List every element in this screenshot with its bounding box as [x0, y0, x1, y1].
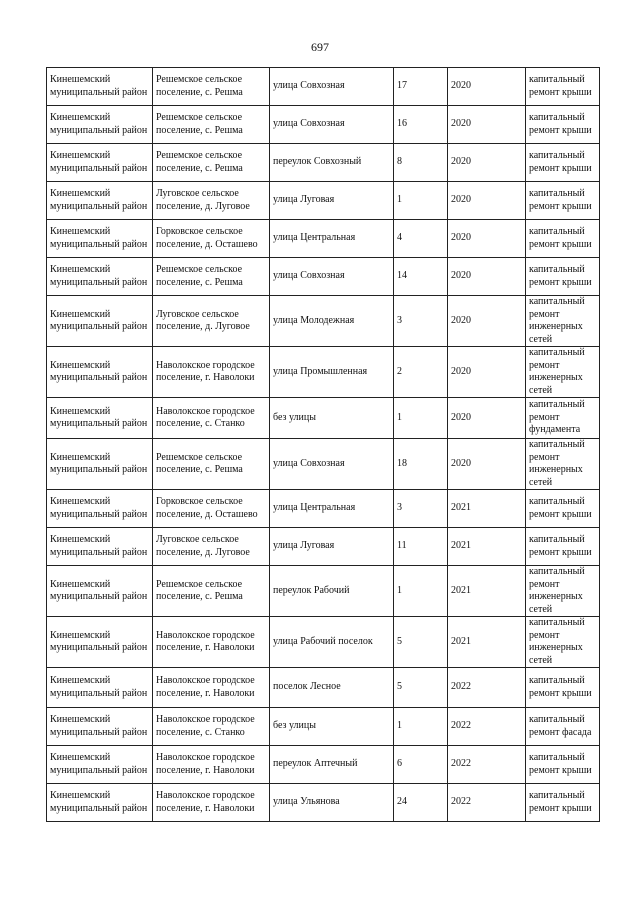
- year-cell: 2022: [448, 784, 526, 822]
- street-cell: улица Ульянова: [270, 784, 394, 822]
- table-row: [47, 439, 600, 490]
- year-cell: 2020: [448, 398, 526, 439]
- page-number: 697: [311, 40, 329, 54]
- street-cell: улица Совхозная: [270, 258, 394, 296]
- settlement-cell: Решемское сельское поселение, с. Решма: [153, 68, 270, 106]
- street-cell: улица Совхозная: [270, 439, 394, 490]
- district-cell: Кинешемский муниципальный район: [47, 784, 153, 822]
- year-cell: 2020: [448, 220, 526, 258]
- work-type-cell: капитальный ремонт крыши: [526, 668, 600, 708]
- work-type-cell: капитальный ремонт фундамента: [526, 398, 600, 439]
- settlement-cell: Наволокское городское поселение, г. Наволоки: [153, 617, 270, 668]
- district-cell: Кинешемский муниципальный район: [47, 746, 153, 784]
- year-cell: 2022: [448, 708, 526, 746]
- work-type-cell: капитальный ремонт крыши: [526, 106, 600, 144]
- settlement-cell: Наволокское городское поселение, г. Наволоки: [153, 784, 270, 822]
- year-cell: 2021: [448, 490, 526, 528]
- settlement-cell: Наволокское городское поселение, г. Наволоки: [153, 746, 270, 784]
- work-type-cell: капитальный ремонт инженерных сетей: [526, 617, 600, 668]
- work-type-cell: капитальный ремонт инженерных сетей: [526, 296, 600, 347]
- year-cell: 2021: [448, 617, 526, 668]
- house-number-cell: 1: [394, 566, 448, 617]
- work-type-cell: капитальный ремонт крыши: [526, 784, 600, 822]
- house-number-cell: 17: [394, 68, 448, 106]
- street-cell: поселок Лесное: [270, 668, 394, 708]
- district-cell: Кинешемский муниципальный район: [47, 296, 153, 347]
- table-row: [47, 144, 600, 182]
- work-type-cell: капитальный ремонт фасада: [526, 708, 600, 746]
- house-number-cell: 5: [394, 668, 448, 708]
- house-number-cell: 11: [394, 528, 448, 566]
- year-cell: 2020: [448, 182, 526, 220]
- work-type-cell: капитальный ремонт крыши: [526, 144, 600, 182]
- settlement-cell: Решемское сельское поселение, с. Решма: [153, 566, 270, 617]
- table-row: [47, 528, 600, 566]
- house-number-cell: 5: [394, 617, 448, 668]
- house-number-cell: 4: [394, 220, 448, 258]
- street-cell: улица Луговая: [270, 182, 394, 220]
- work-type-cell: капитальный ремонт крыши: [526, 746, 600, 784]
- house-number-cell: 1: [394, 708, 448, 746]
- year-cell: 2022: [448, 746, 526, 784]
- settlement-cell: Решемское сельское поселение, с. Решма: [153, 144, 270, 182]
- house-number-cell: 14: [394, 258, 448, 296]
- house-number-cell: 1: [394, 398, 448, 439]
- district-cell: Кинешемский муниципальный район: [47, 68, 153, 106]
- table-row: [47, 746, 600, 784]
- work-type-cell: капитальный ремонт крыши: [526, 258, 600, 296]
- table-row: [47, 258, 600, 296]
- year-cell: 2020: [448, 258, 526, 296]
- year-cell: 2020: [448, 68, 526, 106]
- table-row: [47, 68, 600, 106]
- settlement-cell: Решемское сельское поселение, с. Решма: [153, 258, 270, 296]
- settlement-cell: Наволокское городское поселение, г. Наволоки: [153, 668, 270, 708]
- street-cell: переулок Аптечный: [270, 746, 394, 784]
- house-number-cell: 3: [394, 490, 448, 528]
- settlement-cell: Решемское сельское поселение, с. Решма: [153, 106, 270, 144]
- street-cell: улица Молодежная: [270, 296, 394, 347]
- district-cell: Кинешемский муниципальный район: [47, 490, 153, 528]
- year-cell: 2020: [448, 296, 526, 347]
- house-number-cell: 1: [394, 182, 448, 220]
- street-cell: улица Совхозная: [270, 106, 394, 144]
- work-type-cell: капитальный ремонт крыши: [526, 68, 600, 106]
- table-row: [47, 566, 600, 617]
- settlement-cell: Луговское сельское поселение, д. Луговое: [153, 528, 270, 566]
- settlement-cell: Наволокское городское поселение, с. Станко: [153, 708, 270, 746]
- year-cell: 2021: [448, 566, 526, 617]
- settlement-cell: Горковское сельское поселение, д. Осташево: [153, 490, 270, 528]
- district-cell: Кинешемский муниципальный район: [47, 258, 153, 296]
- table-row: [47, 106, 600, 144]
- street-cell: улица Центральная: [270, 220, 394, 258]
- street-cell: улица Промышленная: [270, 347, 394, 398]
- table-row: [47, 708, 600, 746]
- work-type-cell: капитальный ремонт крыши: [526, 182, 600, 220]
- table-row: [47, 784, 600, 822]
- house-number-cell: 8: [394, 144, 448, 182]
- settlement-cell: Решемское сельское поселение, с. Решма: [153, 439, 270, 490]
- settlement-cell: Наволокское городское поселение, с. Станко: [153, 398, 270, 439]
- street-cell: улица Центральная: [270, 490, 394, 528]
- district-cell: Кинешемский муниципальный район: [47, 220, 153, 258]
- district-cell: Кинешемский муниципальный район: [47, 566, 153, 617]
- house-number-cell: 2: [394, 347, 448, 398]
- year-cell: 2020: [448, 347, 526, 398]
- street-cell: улица Совхозная: [270, 68, 394, 106]
- settlement-cell: Горковское сельское поселение, д. Осташево: [153, 220, 270, 258]
- street-cell: без улицы: [270, 398, 394, 439]
- table-row: [47, 490, 600, 528]
- street-cell: улица Луговая: [270, 528, 394, 566]
- street-cell: без улицы: [270, 708, 394, 746]
- house-number-cell: 18: [394, 439, 448, 490]
- settlement-cell: Луговское сельское поселение, д. Луговое: [153, 182, 270, 220]
- year-cell: 2020: [448, 144, 526, 182]
- table-row: [47, 182, 600, 220]
- work-type-cell: капитальный ремонт инженерных сетей: [526, 439, 600, 490]
- work-type-cell: капитальный ремонт крыши: [526, 528, 600, 566]
- settlement-cell: Луговское сельское поселение, д. Луговое: [153, 296, 270, 347]
- table-row: [47, 617, 600, 668]
- district-cell: Кинешемский муниципальный район: [47, 347, 153, 398]
- table-row: [47, 668, 600, 708]
- work-type-cell: капитальный ремонт крыши: [526, 220, 600, 258]
- year-cell: 2020: [448, 439, 526, 490]
- district-cell: Кинешемский муниципальный район: [47, 398, 153, 439]
- district-cell: Кинешемский муниципальный район: [47, 528, 153, 566]
- work-type-cell: капитальный ремонт инженерных сетей: [526, 347, 600, 398]
- table-row: [47, 296, 600, 347]
- district-cell: Кинешемский муниципальный район: [47, 668, 153, 708]
- street-cell: переулок Совхозный: [270, 144, 394, 182]
- table-row: [47, 398, 600, 439]
- house-number-cell: 24: [394, 784, 448, 822]
- district-cell: Кинешемский муниципальный район: [47, 182, 153, 220]
- district-cell: Кинешемский муниципальный район: [47, 439, 153, 490]
- year-cell: 2022: [448, 668, 526, 708]
- settlement-cell: Наволокское городское поселение, г. Наволоки: [153, 347, 270, 398]
- work-type-cell: капитальный ремонт инженерных сетей: [526, 566, 600, 617]
- street-cell: улица Рабочий поселок: [270, 617, 394, 668]
- work-type-cell: капитальный ремонт крыши: [526, 490, 600, 528]
- district-cell: Кинешемский муниципальный район: [47, 106, 153, 144]
- house-number-cell: 3: [394, 296, 448, 347]
- district-cell: Кинешемский муниципальный район: [47, 617, 153, 668]
- house-number-cell: 16: [394, 106, 448, 144]
- district-cell: Кинешемский муниципальный район: [47, 144, 153, 182]
- table-row: [47, 347, 600, 398]
- repair-schedule-table: [46, 67, 600, 822]
- street-cell: переулок Рабочий: [270, 566, 394, 617]
- table-row: [47, 220, 600, 258]
- year-cell: 2020: [448, 106, 526, 144]
- house-number-cell: 6: [394, 746, 448, 784]
- year-cell: 2021: [448, 528, 526, 566]
- district-cell: Кинешемский муниципальный район: [47, 708, 153, 746]
